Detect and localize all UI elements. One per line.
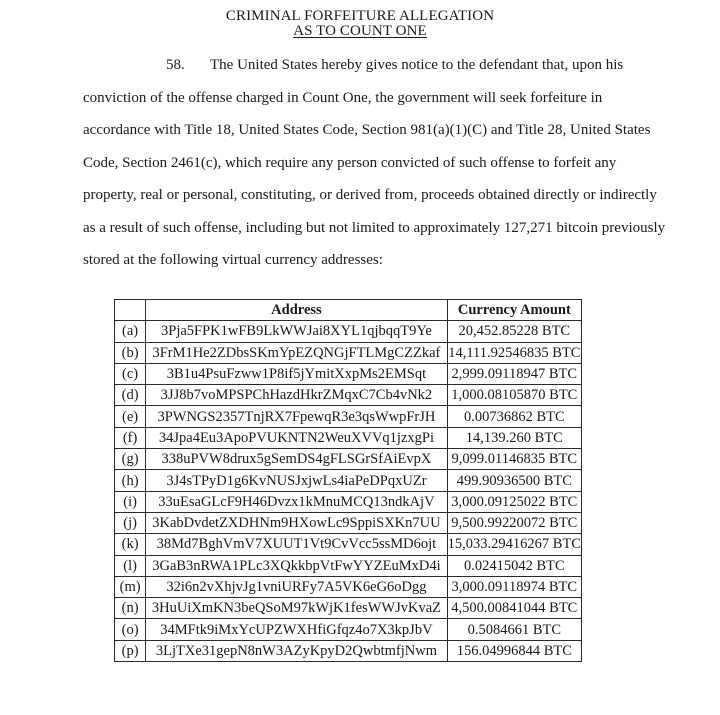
row-currency-amount: 156.04996844 BTC [447,640,581,661]
table-row [115,555,582,576]
paragraph-line: stored at the following virtual currency addresses: [83,252,383,268]
row-label: (f) [115,427,146,448]
paragraph-line: property, real or personal, constituting, or derived from, proceeds obtained directly or indirectly [83,187,657,203]
row-label: (p) [115,640,146,661]
row-label: (i) [115,491,146,512]
table-row [115,385,582,406]
row-currency-amount: 0.5084661 BTC [447,619,581,640]
row-currency-amount: 4,500.00841044 BTC [447,598,581,619]
row-address: 3KabDvdetZXDHNm9HXowLc9SppiSXKn7UU [146,512,447,533]
row-address: 3GaB3nRWA1PLc3XQkkbpVtFwYYZEuMxD4i [146,555,447,576]
row-label: (g) [115,449,146,470]
row-currency-amount: 14,111.92546835 BTC [447,342,581,363]
row-currency-amount: 3,000.09118974 BTC [447,576,581,597]
section-heading-text: CRIMINAL FORFEITURE ALLEGATION [225,8,495,24]
row-address: 3FrM1He2ZDbsSKmYpEZQNGjFTLMgCZZkaf [146,342,447,363]
section-subheading [0,23,720,39]
table-row [115,534,582,555]
row-label: (b) [115,342,146,363]
row-address: 3JJ8b7voMPSPChHazdHkrZMqxC7Cb4vNk2 [146,385,447,406]
row-address: 32i6n2vXhjvJg1vniURFy7A5VK6eG6oDgg [146,576,447,597]
paragraph-line: The United States hereby gives notice to the defendant that, upon his [210,57,624,73]
paragraph-number: 58. [166,57,185,73]
row-currency-amount: 9,500.99220072 BTC [447,512,581,533]
row-currency-amount: 9,099.01146835 BTC [447,449,581,470]
table-row [115,449,582,470]
row-address: 33uEsaGLcF9H46Dvzx1kMnuMCQ13ndkAjV [146,491,447,512]
row-currency-amount: 1,000.08105870 BTC [447,385,581,406]
row-address: 3Pja5FPK1wFB9LkWWJai8XYL1qjbqqT9Ye [146,321,447,342]
table-body [115,321,582,662]
row-currency-amount: 2,999.09118947 BTC [447,363,581,384]
header-currency-amount: Currency Amount [447,300,581,321]
header-address: Address [146,300,447,321]
table-row [115,640,582,661]
table-header-row [115,300,582,321]
row-currency-amount: 3,000.09125022 BTC [447,491,581,512]
paragraph-line: as a result of such offense, including but not limited to approximately 127,271 bitcoin previously [83,220,666,236]
row-address: 3LjTXe31gepN8nW3AZyKpyD2QwbtmfjNwm [146,640,447,661]
row-currency-amount: 15,033.29416267 BTC [447,534,581,555]
header-label-cell [115,300,146,321]
bitcoin-address-table [114,299,582,662]
row-address: 34MFtk9iMxYcUPZWXHfiGfqz4o7X3kpJbV [146,619,447,640]
row-currency-amount: 499.90936500 BTC [447,470,581,491]
row-address: 3HuUiXmKN3beQSoM97kWjK1fesWWJvKvaZ [146,598,447,619]
table-row [115,406,582,427]
row-currency-amount: 14,139.260 BTC [447,427,581,448]
row-label: (c) [115,363,146,384]
row-label: (o) [115,619,146,640]
table-row [115,598,582,619]
row-label: (k) [115,534,146,555]
row-label: (e) [115,406,146,427]
row-label: (h) [115,470,146,491]
row-address: 3B1u4PsuFzww1P8if5jYmitXxpMs2EMSqt [146,363,447,384]
row-label: (d) [115,385,146,406]
table-row [115,576,582,597]
paragraph-line: Code, Section 2461(c), which require any person convicted of such offense to forfeit any [83,155,617,171]
table-row [115,470,582,491]
row-currency-amount: 0.00736862 BTC [447,406,581,427]
paragraph-line: accordance with Title 18, United States Code, Section 981(a)(1)(C) and Title 28, United States [83,122,651,138]
row-label: (m) [115,576,146,597]
row-label: (l) [115,555,146,576]
row-label: (j) [115,512,146,533]
table-row [115,427,582,448]
table-row [115,512,582,533]
row-label: (n) [115,598,146,619]
paragraph-line: conviction of the offense charged in Count One, the government will seek forfeiture in [83,90,603,106]
row-address: 3J4sTPyD1g6KvNUSJxjwLs4iaPeDPqxUZr [146,470,447,491]
table-row [115,363,582,384]
row-address: 38Md7BghVmV7XUUT1Vt9CvVcc5ssMD6ojt [146,534,447,555]
row-address: 338uPVW8drux5gSemDS4gFLSGrSfAiEvpX [146,449,447,470]
row-address: 3PWNGS2357TnjRX7FpewqR3e3qsWwpFrJH [146,406,447,427]
table-row [115,342,582,363]
row-currency-amount: 0.02415042 BTC [447,555,581,576]
row-currency-amount: 20,452.85228 BTC [447,321,581,342]
row-address: 34Jpa4Eu3ApoPVUKNTN2WeuXVVq1jzxgPi [146,427,447,448]
section-heading [0,8,720,24]
table-row [115,321,582,342]
section-subheading-text: AS TO COUNT ONE [293,23,427,39]
table-row [115,619,582,640]
row-label: (a) [115,321,146,342]
table-row [115,491,582,512]
